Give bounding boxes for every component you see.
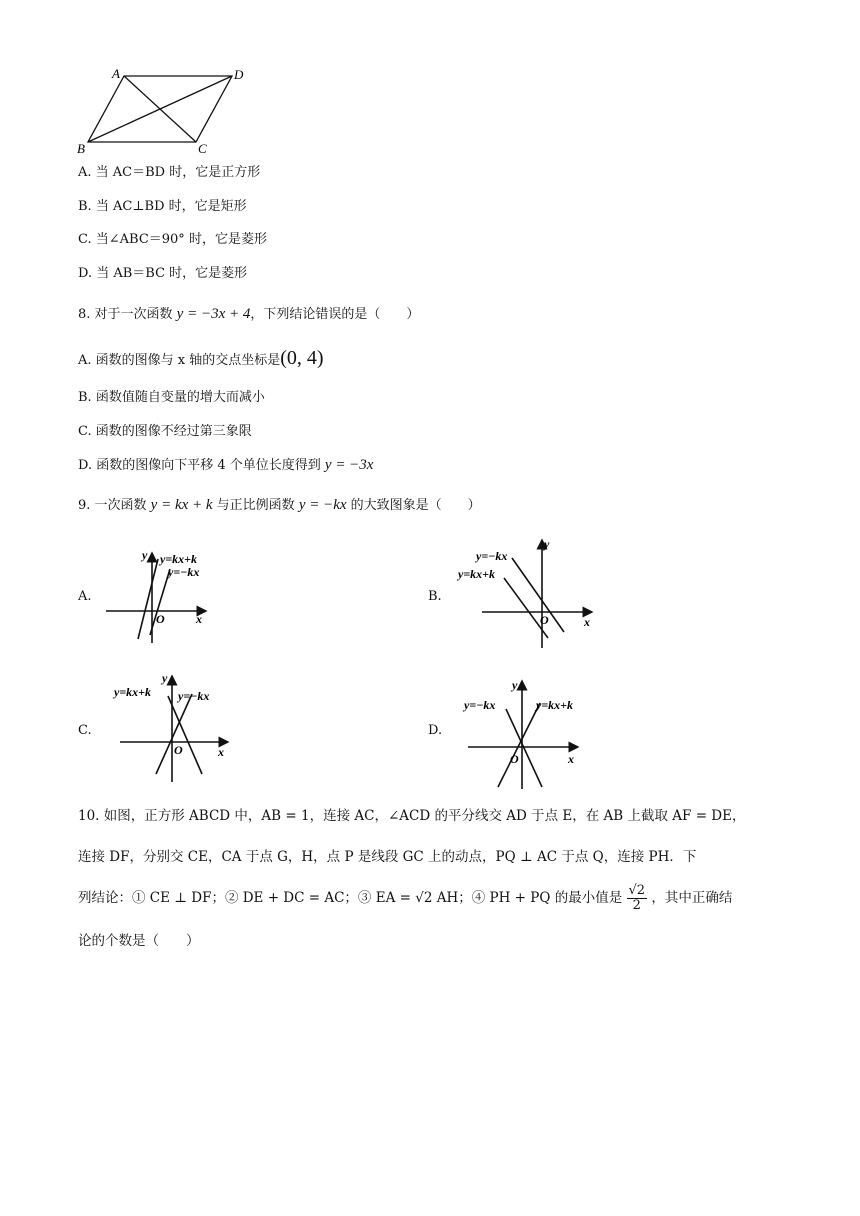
vertex-d: D: [234, 67, 244, 82]
svg-text:O: O: [156, 612, 165, 626]
svg-text:O: O: [174, 743, 183, 757]
q10-line-1: 10. 如图，正方形 ABCD 中，AB = 1，连接 AC，∠ACD 的平分线交 AD 于点 E，在 AB 上截取 AF = DE，: [78, 808, 746, 824]
svg-text:x: x: [196, 612, 202, 626]
vertex-a: A: [112, 66, 120, 81]
q8-option-a: A. 函数的图像与 x 轴的交点坐标是(0, 4): [78, 347, 324, 369]
graph-d: [462, 675, 602, 793]
svg-text:y=−kx: y=−kx: [178, 689, 210, 703]
q8-option-c: C. 函数的图像不经过第三象限: [78, 424, 252, 439]
svg-text:y=kx+k: y=kx+k: [458, 567, 496, 581]
svg-text:y: y: [544, 537, 550, 551]
q8-function: y = −3x + 4: [176, 306, 251, 322]
q7-option-a: A. 当 AC＝BD 时，它是正方形: [78, 165, 261, 180]
q8-option-d: D. 函数的图像向下平移 4 个单位长度得到 y = −3x: [78, 457, 374, 473]
q7-option-b: B. 当 AC⊥BD 时，它是矩形: [78, 199, 247, 214]
q8-option-b: B. 函数值随自变量的增大而减小: [78, 390, 265, 405]
svg-text:y=−kx: y=−kx: [168, 565, 200, 579]
svg-text:y: y: [162, 671, 168, 685]
svg-text:O: O: [540, 613, 549, 627]
q9-label-c: C.: [78, 723, 92, 738]
q9-label-b: B.: [428, 589, 442, 604]
vertex-b: B: [77, 141, 85, 156]
svg-text:x: x: [218, 745, 224, 759]
q7-option-d: D. 当 AB＝BC 时，它是菱形: [78, 266, 248, 281]
q10-line-3: 列结论：① CE ⊥ DF；② DE + DC = AC；③ EA = √2 AH；④ PH + PQ 的最小值是 $\frac{√2}{2}$ ，其中正确结: [78, 883, 733, 913]
graph-c: [112, 670, 240, 784]
q10-fraction: $\frac{√2}{2}$: [628, 883, 646, 913]
svg-text:x: x: [568, 752, 574, 766]
q7-option-c: C. 当∠ABC＝90° 时，它是菱形: [78, 232, 267, 247]
svg-text:y=−kx: y=−kx: [476, 549, 508, 563]
svg-text:y=kx+k: y=kx+k: [536, 698, 574, 712]
svg-text:y=kx+k: y=kx+k: [160, 552, 198, 566]
svg-text:y: y: [512, 678, 518, 692]
svg-text:O: O: [510, 752, 519, 766]
vertex-c: C: [198, 141, 207, 156]
q10-line-2: 连接 DF，分别交 CE，CA 于点 G，H，点 P 是线段 GC 上的动点，PQ ⊥ AC 于点 Q，连接 PH．下: [78, 849, 697, 865]
q10-line-4: 论的个数是（ ）: [78, 933, 200, 949]
q9-label-d: D.: [428, 723, 443, 738]
graph-a: [104, 545, 216, 645]
svg-text:x: x: [584, 615, 590, 629]
parallelogram-figure: [74, 64, 254, 160]
svg-text:y: y: [142, 548, 148, 562]
q9-label-a: A.: [78, 589, 92, 604]
svg-text:y=−kx: y=−kx: [464, 698, 496, 712]
q8-stem: 8. 对于一次函数 y = −3x + 4，下列结论错误的是（ ）: [78, 306, 420, 322]
svg-text:y=kx+k: y=kx+k: [114, 685, 152, 699]
q9-stem: 9. 一次函数 y = kx + k 与正比例函数 y = −kx 的大致图象是（ ）: [78, 497, 481, 513]
graph-b: [454, 534, 600, 652]
